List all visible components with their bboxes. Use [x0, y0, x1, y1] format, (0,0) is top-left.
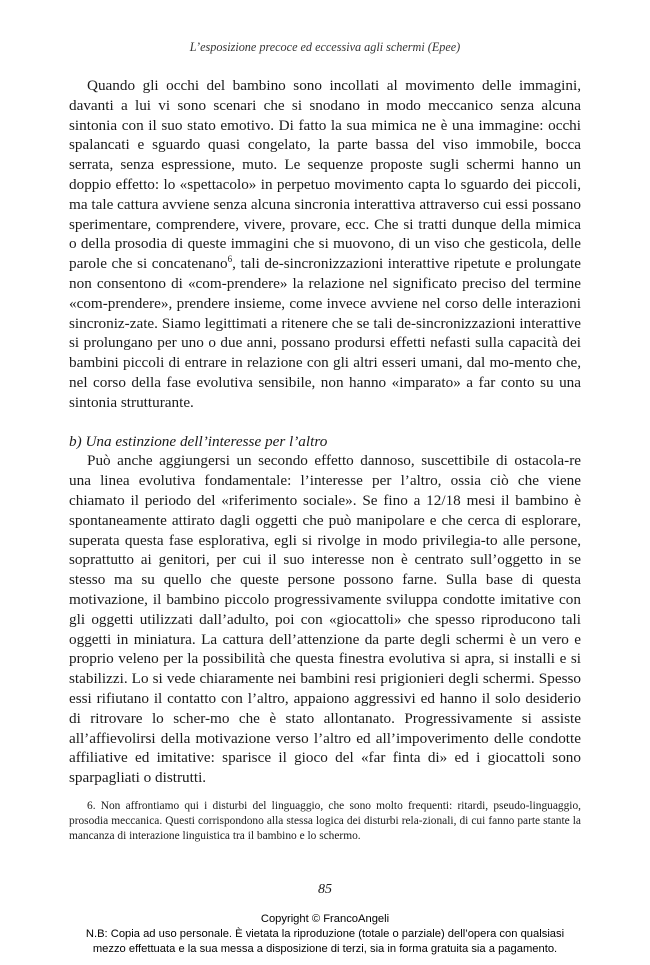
- footnote-reference: 6: [227, 254, 233, 265]
- copyright-notice: [0, 912, 650, 957]
- footnote: [69, 799, 581, 845]
- paragraph-1-part-b: , tali de-sincronizzazioni interattive ripetute e prolungate non consentono di «com-prendere» la relazione nel significato preciso del termine «com-prendere», prendere insieme, come invece avviene nel corso delle interazioni sincroniz-zate. Siamo legittimati a ritenere che se tali de-sincronizzazioni interattive si prolungano per uno o due anni, possano prodursi effetti nefasti sulla capacità dei bambini piccoli di entrare in relazione con gli altri esseri umani, dal mo-mento che, nel corso della fase evolutiva sensibile, non hanno «imparato» a far conto su una sintonia strutturante.: [69, 255, 582, 411]
- paragraph-1: [69, 76, 581, 413]
- paragraph-1-part-a: Quando gli occhi del bambino sono incollati al movimento delle immagini, davanti a lui vi sono scenari che si snodano in modo meccanico senza alcuna sintonia con il suo stato emotivo. Di fatto la sua mimica ne è una immagine: occhi spalancati e sguardo quasi congelato, la parte bassa del viso immobile, bocca serrata, senza espressione, muto. Le sequenze proposte sugli schermi hanno un doppio effetto: lo «spettacolo» in perpetuo movimento capta lo sguardo dei piccoli, ma tale cattura avviene senza alcuna sincronia interattiva attraverso cui essi possano sperimentare, comprendere, vivere, provare, ecc. Che si tratti dunque della mimica o della prosodia di queste immagini che si muovono, di un viso che gesticola, delle parole che si concatenano: [69, 77, 581, 273]
- main-text: [69, 76, 581, 788]
- copyright-line-3: mezzo effettuata e la sua messa a disposizione di terzi, sia in forma gratuita sia a pagamento.: [92, 943, 558, 955]
- section-heading: b) Una estinzione dell’interesse per l’altro: [69, 432, 328, 450]
- paragraph-2: Può anche aggiungersi un secondo effetto dannoso, suscettibile di ostacola-re una linea evolutiva fondamentale: l’interesse per l’altro, ossia ciò che viene chiamato il periodo del «riferimento sociale». Se fino a 12/18 mesi il bambino è spontaneamente attirato dagli oggetti che può manipolare e che cerca di esplorare, superata questa fase esplorativa, egli si rivolge in modo privilegia-to alle persone, soprattutto ai genitori, per cui il suo interesse non è centrato sull’oggetto in se stesso ma su quello che queste persone possono farne. Sulla base di questa motivazione, il bambino piccolo progressivamente sviluppa condotte imitative con gli oggetti utilizzati dall’adulto, poi con «giocattoli» che spesso riproducono tali oggetti in miniatura. La cattura dell’attenzione da parte degli schermi è un vero e proprio veleno per la possibilità che questa finestra evolutiva si apra, si installi e si stabilizzi. Lo si vede chiaramente nei bambini resi prigionieri degli schermi. Spesso essi rifiutano il contatto con l’altro, appaiono aggressivi ed hanno il solo desiderio di ritrovare lo scher-mo che è stato allontanato. Progressivamente si assiste all’affievolirsi della motivazione verso l’altro ed all’impoverimento delle condotte affiliative ed imitative: sparisce il gioco del «far finta di» ed i giocattoli sono sparpagliati o distrutti.: [69, 452, 581, 787]
- copyright-line-1: Copyright © FrancoAngeli: [260, 913, 390, 925]
- running-head: L’esposizione precoce ed eccessiva agli schermi (Epee): [189, 40, 461, 54]
- page-number: 85: [318, 882, 332, 897]
- footnote-text: 6. Non affrontiamo qui i disturbi del linguaggio, che sono molto frequenti: ritardi, pseudo-linguaggio, prosodia meccanica. Questi corrispondono alla stessa logica dei disturbi rela-zionali, di cui fanno parte stante la mancanza di interazione linguistica tra il bambino e lo schermo.: [69, 800, 581, 843]
- copyright-line-2: N.B: Copia ad uso personale. È vietata la riproduzione (totale o parziale) dell’opera con qualsiasi: [85, 928, 565, 940]
